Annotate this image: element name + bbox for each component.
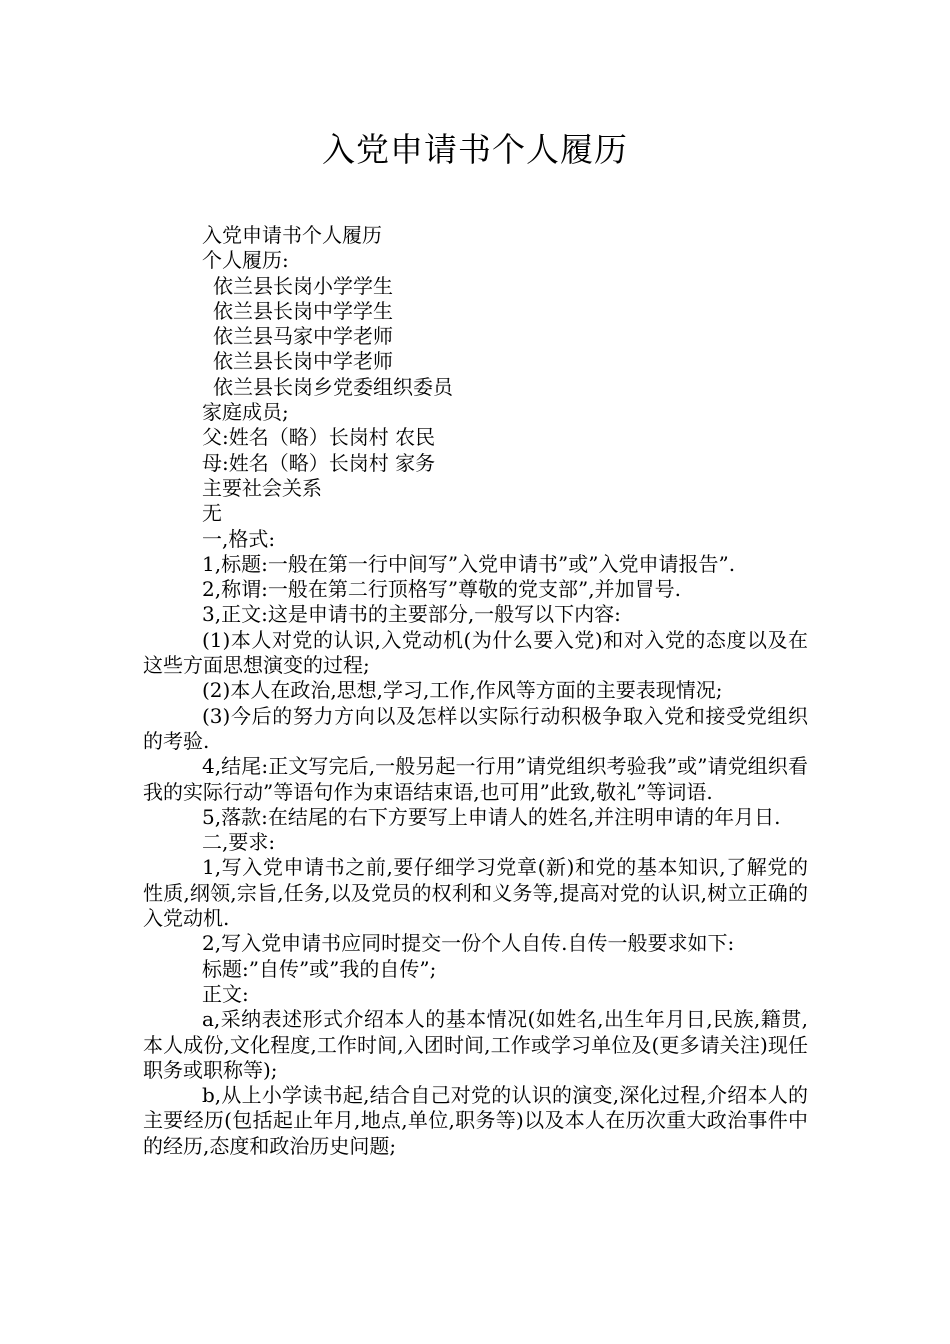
paragraph: 依兰县长岗中学老师 (213, 349, 393, 374)
paragraph: 3,正文:这是申请书的主要部分,一般写以下内容: (202, 602, 621, 627)
paragraph: 入党申请书个人履历 (202, 223, 382, 247)
paragraph: 2,写入党申请书应同时提交一份个人自传.自传一般要求如下: (202, 931, 735, 956)
paragraph: 4,结尾:正文写完后,一般另起一行用”请党组织考验我”或”请党组织看我的实际行动”等语句作为束语结束语,也可用”此致,敬礼”等词语. (143, 754, 808, 804)
paragraph: 依兰县长岗中学学生 (213, 298, 393, 323)
paragraph: a,采纳表述形式介绍本人的基本情况(如姓名,出生年月日,民族,籍贯,本人成份,文化程度,工作时间,入团时间,工作或学习单位及(更多请关注)现任职务或职称等); (143, 1007, 808, 1082)
paragraph: 依兰县长岗小学学生 (213, 273, 393, 298)
paragraph: b,从上小学读书起,结合自己对党的认识的演变,深化过程,介绍本人的主要经历(包括起止年月,地点,单位,职务等)以及本人在历次重大政治事件中的经历,态度和政治历史问题; (143, 1083, 808, 1158)
paragraph: 依兰县长岗乡党委组织委员 (213, 374, 453, 399)
paragraph: 1,写入党申请书之前,要仔细学习党章(新)和党的基本知识,了解党的性质,纲领,宗旨,任务,以及党员的权利和义务等,提高对党的认识,树立正确的入党动机. (143, 855, 808, 931)
paragraph: 一,格式: (202, 526, 276, 551)
document-body (143, 223, 808, 1159)
paragraph: (2)本人在政治,思想,学习,工作,作风等方面的主要表现情况; (202, 678, 723, 703)
paragraph: 个人履历: (202, 248, 289, 273)
paragraph: 标题:”自传”或”我的自传”; (202, 956, 437, 981)
paragraph: (3)今后的努力方向以及怎样以实际行动积极争取入党和接受党组织的考验. (143, 703, 808, 753)
document-title: 入党申请书个人履历 (322, 130, 628, 169)
paragraph: 父:姓名（略）长岗村 农民 (202, 425, 436, 450)
paragraph: 家庭成员; (202, 400, 289, 425)
paragraph: 正文: (202, 981, 249, 1006)
paragraph: (1)本人对党的认识,入党动机(为什么要入党)和对入党的态度以及在这些方面思想演变的过程; (143, 627, 808, 678)
paragraph: 1,标题:一般在第一行中间写”入党申请书”或”入党申请报告”. (202, 551, 736, 576)
paragraph: 二,要求: (202, 830, 276, 855)
paragraph: 5,落款:在结尾的右下方要写上申请人的姓名,并注明申请的年月日. (202, 804, 781, 829)
paragraph: 无 (202, 501, 222, 526)
paragraph: 依兰县马家中学老师 (213, 324, 393, 349)
paragraph: 2,称谓:一般在第二行顶格写”尊敬的党支部”,并加冒号. (202, 577, 681, 602)
paragraph: 主要社会关系 (202, 475, 322, 500)
paragraph: 母:姓名（略）长岗村 家务 (202, 450, 436, 475)
